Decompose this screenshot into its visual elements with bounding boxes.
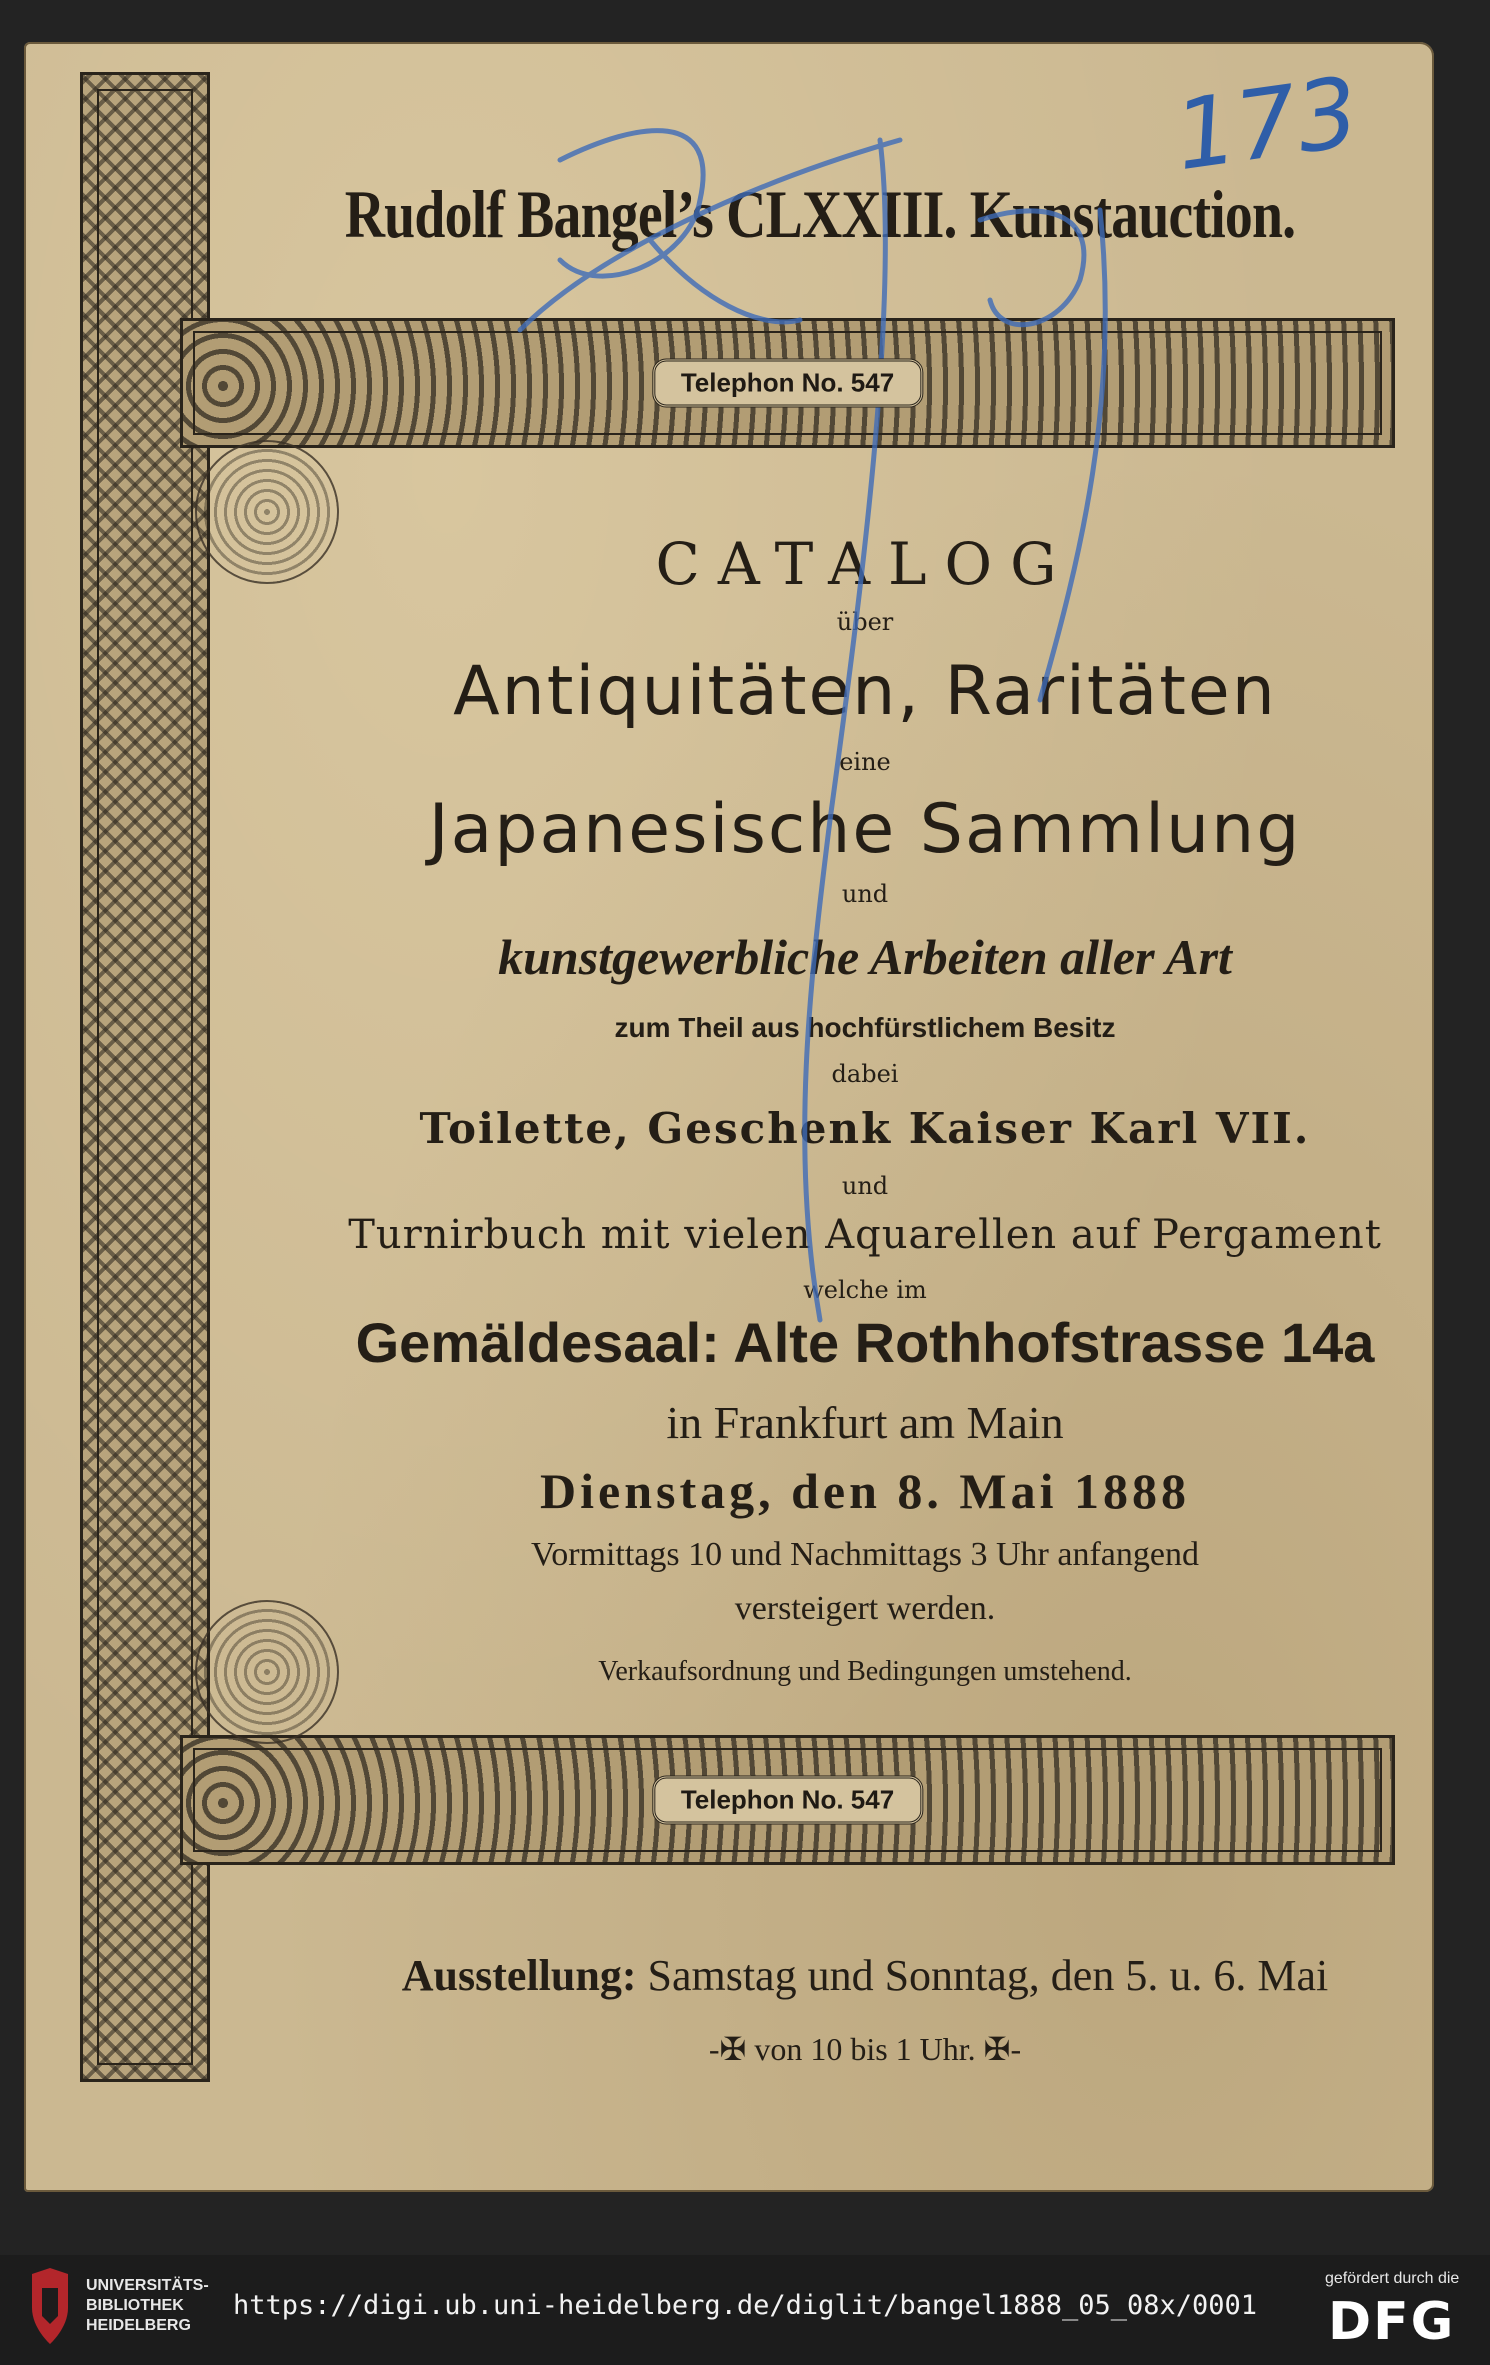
kunstgewerbliche-heading: kunstgewerbliche Arbeiten aller Art <box>498 929 1232 985</box>
ausstellung-dates: Samstag und Sonntag, den 5. u. 6. Mai <box>647 1951 1329 2000</box>
japanesische-heading: Japanesische Sammlung <box>428 790 1302 869</box>
verkaufsordnung-text: Verkaufsordnung und Bedingungen umstehend. <box>598 1656 1132 1687</box>
antiquitaeten-heading: Antiquitäten, Raritäten <box>453 652 1277 731</box>
eine-text: eine <box>839 748 891 776</box>
funded-by-text: gefördert durch die <box>1325 2270 1460 2287</box>
ausstellung-line <box>120 1950 1490 2001</box>
toilette-heading: Toilette, Geschenk Kaiser Karl VII. <box>419 1104 1311 1153</box>
auction-header: Rudolf Bangel’s CLXXIII. Kunstauction. <box>344 176 1296 252</box>
time-text: Vormittags 10 und Nachmittags 3 Uhr anfangend <box>531 1536 1199 1573</box>
ausstellung-label: Ausstellung: <box>401 1951 637 2000</box>
ornamental-band-top <box>180 318 1395 448</box>
date-heading: Dienstag, den 8. Mai 1888 <box>540 1463 1190 1519</box>
handwritten-shelfmark: 173 <box>1168 55 1366 193</box>
und-text-2: und <box>841 1172 889 1200</box>
versteigert-text: versteigert werden. <box>734 1590 996 1627</box>
welche-im-text: welche im <box>803 1276 927 1304</box>
turnirbuch-heading: Turnirbuch mit vielen Aquarellen auf Pergament <box>348 1212 1382 1258</box>
gemaeldesaal-heading: Gemäldesaal: Alte Rothhofstrasse 14a <box>355 1311 1375 1374</box>
telephon-label-bottom: Telephon No. 547 <box>652 1776 923 1825</box>
ueber-text: über <box>836 608 894 636</box>
ornamental-band-bottom <box>180 1735 1395 1865</box>
opening-hours: -✠ von 10 bis 1 Uhr. ✠- <box>708 2031 1022 2067</box>
frankfurt-text: in Frankfurt am Main <box>666 1397 1064 1448</box>
permalink-url[interactable]: https://digi.ub.uni-heidelberg.de/diglit/bangel1888_05_08x/0001 <box>232 2290 1258 2321</box>
und-text-1: und <box>841 880 889 908</box>
dfg-logo: DFG <box>1328 2292 1456 2352</box>
zum-theil-text: zum Theil aus hochfürstlichem Besitz <box>614 1012 1116 1043</box>
telephon-label-top: Telephon No. 547 <box>652 359 923 408</box>
catalog-title: CATALOG <box>655 530 1075 598</box>
dabei-text: dabei <box>831 1060 899 1088</box>
university-name: UNIVERSITÄTS- BIBLIOTHEK HEIDELBERG <box>86 2277 209 2334</box>
